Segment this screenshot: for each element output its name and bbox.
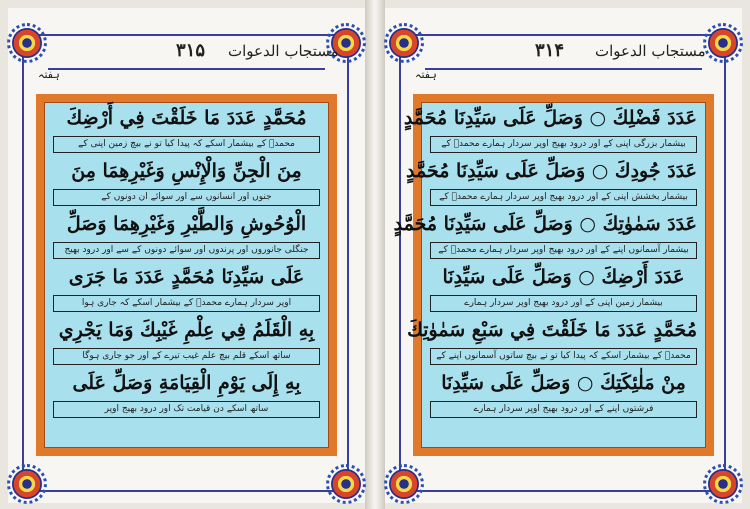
translation-line: محمدؐ کے بیشمار اسکے کہ پیدا کیا تو نے بیچ ساتوں آسمانوں اپنے کے — [430, 348, 697, 365]
text-panel-border — [36, 94, 337, 456]
translation-line: جنوں اور انسانوں سے اور سوائے ان دونوں کے — [53, 189, 320, 206]
day-label: ہفتہ — [38, 68, 60, 81]
rosette-icon — [12, 469, 42, 499]
page-number: ۳۱۵ — [176, 40, 206, 61]
translation-line: بیشمار آسمانوں اپنے کے اور درود بھیج اوپر سردار ہمارے محمدؐ کے — [430, 242, 697, 259]
translation-line: محمدؐ کے بیشمار اسکے کہ پیدا کیا تو نے بیچ زمین اپنی کے — [53, 136, 320, 153]
header-divider — [48, 68, 325, 70]
verse-line: عَدَدَ جُودِكَ ○ وَصَلِّ عَلَى سَيِّدِنَا مُحَمَّدٍ — [406, 160, 697, 182]
translation-line: فرشتوں اپنے کے اور درود بھیج اوپر سردار ہمارے — [430, 401, 697, 418]
right-page — [385, 8, 742, 503]
verse-line: مِنَ الْجِنِّ وَالْإِنْسِ وَغَيْرِهِمَا مِنَ — [71, 160, 302, 182]
page-number: ۳۱۴ — [535, 40, 565, 61]
header-divider — [425, 68, 702, 70]
verse-line: عَلَى سَيِّدِنَا مُحَمَّدٍ عَدَدَ مَا جَرَى — [68, 266, 305, 288]
running-title: مستجاب الدعوات — [595, 42, 706, 60]
verse-line: مُحَمَّدٍ عَدَدَ مَا خَلَقْتَ فِي أَرْضِكَ — [66, 107, 307, 129]
running-title: مستجاب الدعوات — [228, 42, 339, 60]
translation-line: بیشمار زمین اپنی کے اور درود بھیج اوپر سردار ہمارے — [430, 295, 697, 312]
rosette-icon — [708, 28, 738, 58]
text-panel — [393, 102, 706, 448]
translation-line: ساتھ اسکے قلم بیچ علم غیب تیرے کے اور جو جاری ہوگا — [53, 348, 320, 365]
translation-line: اوپر سردار ہمارے محمدؐ کے بیشمار اسکے کہ جاری ہوا — [53, 295, 320, 312]
verse-line: مُحَمَّدٍ عَدَدَ مَا خَلَقْتَ فِي سَبْعِ سَمٰوٰتِكَ — [407, 319, 697, 341]
verse-line: عَدَدَ أَرْضِكَ ○ وَصَلِّ عَلَى سَيِّدِنَا — [442, 266, 685, 288]
verse-line: عَدَدَ فَضْلِكَ ○ وَصَلِّ عَلَى سَيِّدِنَا مُحَمَّدٍ — [403, 107, 697, 129]
rosette-icon — [389, 469, 419, 499]
verse-line: بِهِ إِلَى يَوْمِ الْقِيَامَةِ وَصَلِّ عَلَى — [72, 372, 301, 394]
rosette-icon — [331, 469, 361, 499]
translation-line: ساتھ اسکے دن قیامت تک اور درود بھیج اوپر — [53, 401, 320, 418]
translation-line: بیشمار بخشش اپنی کے اور درود بھیج اوپر سردار ہمارے محمدؐ کے — [430, 189, 697, 206]
translation-line: بیشمار بزرگی اپنی کے اور درود بھیج اوپر سردار ہمارے محمدؐ کے — [430, 136, 697, 153]
verse-line: مِنْ مَلٰئِكَتِكَ ○ وَصَلِّ عَلَى سَيِّدِنَا — [441, 372, 686, 394]
verse-line: بِهِ الْقَلَمُ فِي عِلْمِ غَيْبِكَ وَمَا يَجْرِي — [58, 319, 315, 341]
rosette-icon — [708, 469, 738, 499]
text-panel — [44, 102, 329, 448]
verse-line: الْوُحُوشِ وَالطَّيْرِ وَغَيْرِهِمَا وَصَلِّ — [66, 213, 307, 235]
text-panel-border — [393, 94, 714, 456]
verse-line: عَدَدَ سَمٰوٰتِكَ ○ وَصَلِّ عَلَى سَيِّدِنَا مُحَمَّدٍ — [393, 213, 697, 235]
left-page — [8, 8, 365, 503]
day-label: ہفتہ — [415, 68, 437, 81]
translation-line: جنگلی جانوروں اور پرندوں اور سوائے دونوں کے سے اور درود بھیج — [53, 242, 320, 259]
book-spine — [365, 0, 385, 509]
rosette-icon — [12, 28, 42, 58]
rosette-icon — [389, 28, 419, 58]
